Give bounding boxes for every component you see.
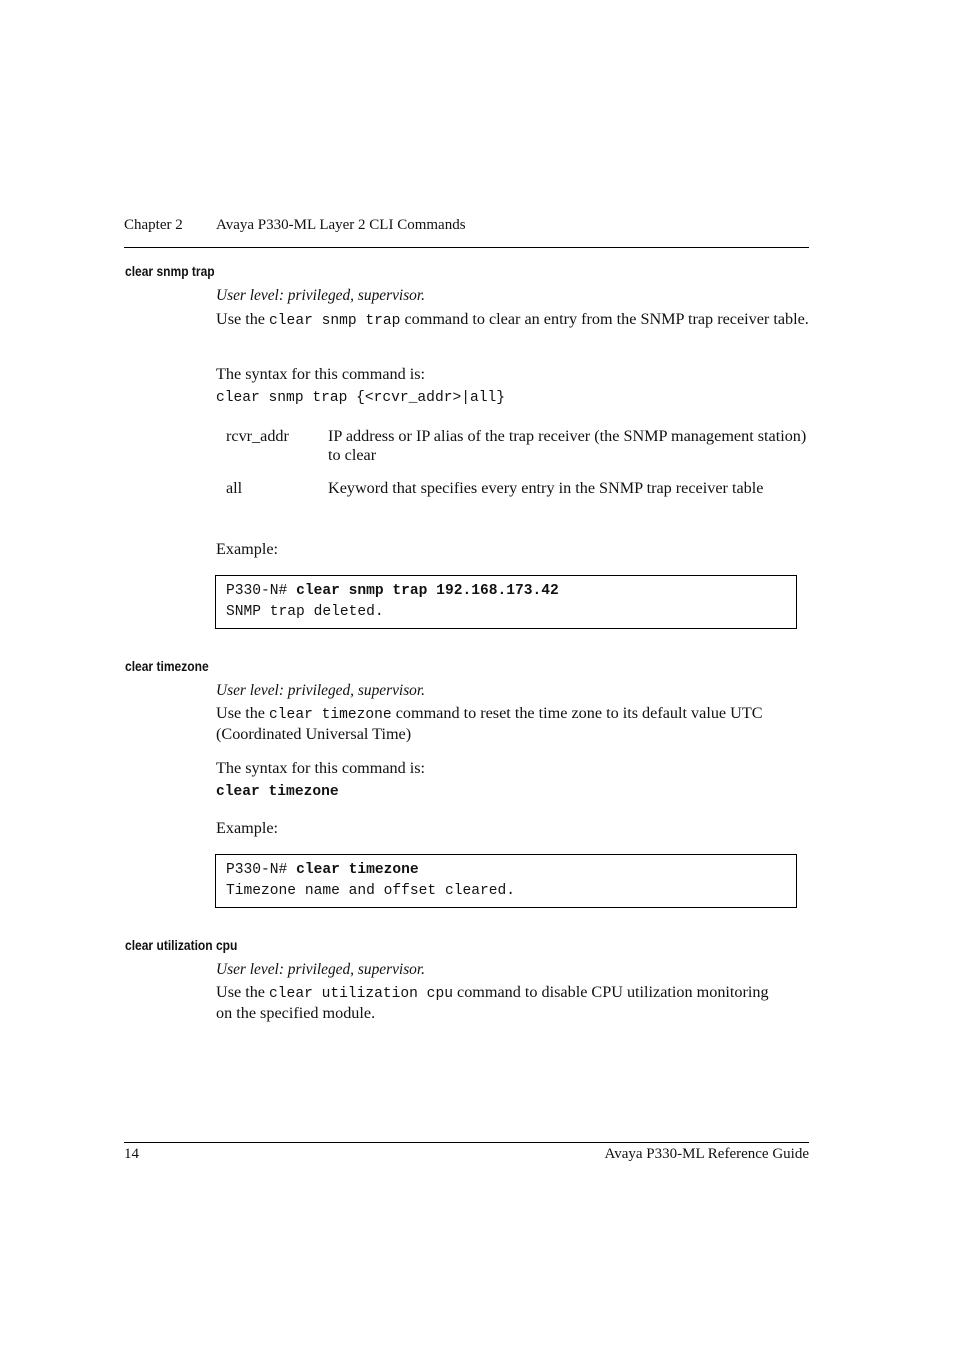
user-level: User level: privileged, supervisor. [216, 961, 426, 978]
example-label: Example: [216, 819, 279, 837]
header-rule [124, 247, 809, 248]
page-number: 14 [124, 1146, 139, 1162]
user-level: User level: privileged, supervisor. [216, 682, 426, 699]
inline-command: clear utilization cpu [269, 986, 453, 1002]
syntax-line: clear timezone [216, 784, 339, 800]
command-description: Use the clear snmp trap command to clear an entry from the SNMP trap receiver table. [216, 310, 809, 329]
syntax-intro: The syntax for this command is: [216, 365, 426, 383]
param-description: Keyword that specifies every entry in the SNMP trap receiver table [328, 479, 764, 497]
chapter-title: Avaya P330-ML Layer 2 CLI Commands [216, 217, 466, 233]
code-line-command: P330-N# clear timezone [226, 862, 419, 878]
section-heading-clear-timezone: clear timezone [125, 658, 209, 674]
user-level: User level: privileged, supervisor. [216, 287, 426, 304]
example-label: Example: [216, 540, 279, 558]
chapter-label: Chapter 2 [124, 217, 183, 233]
syntax-intro: The syntax for this command is: [216, 759, 426, 777]
command-description: Use the clear timezone command to reset the time zone to its default value UTC (Coordinated Universal Time) [216, 704, 763, 743]
inline-command: clear snmp trap [269, 313, 401, 329]
footer-rule [124, 1142, 809, 1143]
guide-title: Avaya P330-ML Reference Guide [604, 1146, 809, 1162]
example-code-box [215, 854, 797, 908]
section-heading-clear-snmp-trap: clear snmp trap [125, 263, 215, 279]
command-description: Use the clear utilization cpu command to disable CPU utilization monitoring on the specified module. [216, 983, 769, 1022]
param-name: all [226, 479, 243, 497]
param-description: IP address or IP alias of the trap receiver (the SNMP management station) to clear [328, 427, 807, 464]
code-line-output: Timezone name and offset cleared. [226, 883, 516, 899]
param-name: rcvr_addr [226, 427, 289, 445]
inline-command: clear timezone [269, 707, 392, 723]
code-line-command: P330-N# clear snmp trap 192.168.173.42 [226, 583, 559, 599]
section-heading-clear-utilization-cpu: clear utilization cpu [125, 937, 238, 953]
syntax-line: clear snmp trap {<rcvr_addr>|all} [216, 390, 506, 406]
code-line-output: SNMP trap deleted. [226, 604, 384, 620]
example-code-box [215, 575, 797, 629]
